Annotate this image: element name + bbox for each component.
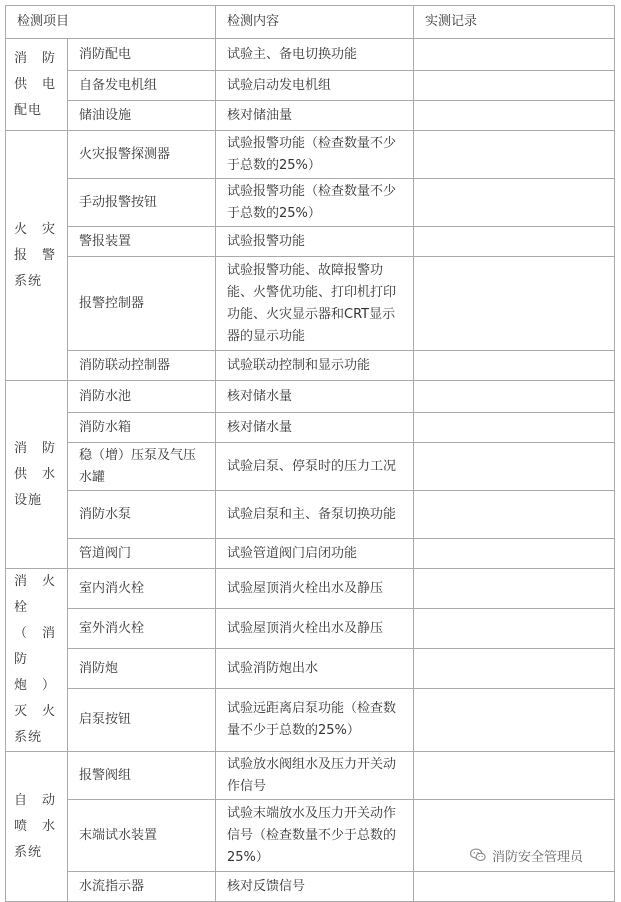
- item-cell: 火灾报警探测器: [68, 131, 216, 179]
- item-cell: 消防联动控制器: [68, 351, 216, 381]
- category-line: 火 灾: [14, 221, 57, 237]
- record-cell: [414, 649, 615, 689]
- content-cell: 试验报警功能: [216, 227, 414, 257]
- content-cell: 试验放水阀组水及压力开关动作信号: [216, 752, 414, 800]
- record-cell: [414, 39, 615, 71]
- table-row: [6, 872, 615, 902]
- wechat-icon: [469, 846, 487, 864]
- content-cell: 试验管道阀门启闭功能: [216, 539, 414, 569]
- record-cell: [414, 872, 615, 902]
- record-cell: [414, 179, 615, 227]
- category-cell: [6, 39, 68, 131]
- record-cell: [414, 227, 615, 257]
- content-cell: 核对反馈信号: [216, 872, 414, 902]
- content-cell: 试验联动控制和显示功能: [216, 351, 414, 381]
- record-cell: [414, 539, 615, 569]
- item-cell: 稳（增）压泵及气压水罐: [68, 443, 216, 491]
- item-cell: 消防水池: [68, 381, 216, 413]
- record-cell: [414, 351, 615, 381]
- content-cell: 试验启泵和主、备泵切换功能: [216, 491, 414, 539]
- table-header-row: [6, 6, 615, 39]
- item-cell: 末端试水装置: [68, 800, 216, 872]
- table-row: [6, 443, 615, 491]
- item-cell: 警报装置: [68, 227, 216, 257]
- table-row: [6, 131, 615, 179]
- category-cell: [6, 569, 68, 752]
- category-line: 供 电: [14, 76, 57, 92]
- category-cell: [6, 752, 68, 902]
- record-cell: [414, 443, 615, 491]
- item-cell: 室内消火栓: [68, 569, 216, 609]
- content-cell: 试验主、备电切换功能: [216, 39, 414, 71]
- item-cell: 手动报警按钮: [68, 179, 216, 227]
- record-cell: [414, 71, 615, 101]
- item-cell: 启泵按钮: [68, 689, 216, 752]
- category-line: 系统: [14, 730, 43, 745]
- content-cell: 试验屋顶消火栓出水及静压: [216, 609, 414, 649]
- header-inspection-content: 检测内容: [216, 6, 414, 39]
- item-cell: 管道阀门: [68, 539, 216, 569]
- content-cell: 试验屋顶消火栓出水及静压: [216, 569, 414, 609]
- content-cell: 试验末端放水及压力开关动作信号（检查数量不少于总数的25%）: [216, 800, 414, 872]
- content-cell: 试验报警功能（检查数量不少于总数的25%）: [216, 131, 414, 179]
- record-cell: [414, 569, 615, 609]
- table-row: [6, 752, 615, 800]
- category-line: 喷 水: [14, 818, 57, 834]
- item-cell: 报警控制器: [68, 257, 216, 351]
- category-line: 灭 火: [14, 704, 57, 719]
- category-cell: [6, 381, 68, 569]
- table-row: [6, 179, 615, 227]
- item-cell: 报警阀组: [68, 752, 216, 800]
- record-cell: [414, 131, 615, 179]
- table-row: [6, 689, 615, 752]
- category-line: 消 火: [14, 574, 57, 589]
- item-cell: 水流指示器: [68, 872, 216, 902]
- table-row: [6, 569, 615, 609]
- category-line: 报 警: [14, 247, 57, 263]
- item-cell: 消防炮: [68, 649, 216, 689]
- category-line: 防: [14, 652, 29, 667]
- header-measured-record: 实测记录: [414, 6, 615, 39]
- record-cell: [414, 413, 615, 443]
- table-row: [6, 39, 615, 71]
- watermark-text: 消防安全管理员: [492, 849, 584, 865]
- category-line: 消 防: [14, 440, 57, 456]
- table-row: [6, 539, 615, 569]
- content-cell: 试验启泵、停泵时的压力工况: [216, 443, 414, 491]
- table-row: [6, 71, 615, 101]
- content-cell: 试验报警功能（检查数量不少于总数的25%）: [216, 179, 414, 227]
- watermark: [469, 843, 583, 867]
- record-cell: [414, 381, 615, 413]
- inspection-table: [5, 5, 615, 902]
- table-row: [6, 491, 615, 539]
- item-cell: 消防水泵: [68, 491, 216, 539]
- table-row: [6, 381, 615, 413]
- table-row: [6, 413, 615, 443]
- category-line: 配电: [14, 102, 43, 118]
- record-cell: [414, 257, 615, 351]
- content-cell: 试验远距离启泵功能（检查数量不少于总数的25%）: [216, 689, 414, 752]
- item-cell: 消防水箱: [68, 413, 216, 443]
- item-cell: 消防配电: [68, 39, 216, 71]
- category-line: （ 消: [14, 626, 57, 641]
- category-line: 设施: [14, 492, 43, 508]
- table-row: [6, 351, 615, 381]
- category-line: 消 防: [14, 50, 57, 66]
- table-row: [6, 257, 615, 351]
- item-cell: 自备发电机组: [68, 71, 216, 101]
- category-line: 供 水: [14, 466, 57, 482]
- record-cell: [414, 609, 615, 649]
- category-line: 系统: [14, 844, 43, 860]
- content-cell: 核对储水量: [216, 381, 414, 413]
- content-cell: 试验启动发电机组: [216, 71, 414, 101]
- content-cell: 核对储水量: [216, 413, 414, 443]
- category-line: 栓: [14, 600, 29, 615]
- content-cell: 核对储油量: [216, 101, 414, 131]
- table-row: [6, 101, 615, 131]
- item-cell: 室外消火栓: [68, 609, 216, 649]
- table-row: [6, 609, 615, 649]
- record-cell: [414, 491, 615, 539]
- table-row: [6, 227, 615, 257]
- record-cell: [414, 101, 615, 131]
- category-cell: [6, 131, 68, 381]
- category-line: 系统: [14, 273, 43, 289]
- content-cell: 试验消防炮出水: [216, 649, 414, 689]
- category-line: 炮 ）: [14, 678, 57, 693]
- content-cell: 试验报警功能、故障报警功能、火警优功能、打印机打印功能、火灾显示器和CRT显示器的显示功能: [216, 257, 414, 351]
- header-inspection-item: 检测项目: [6, 6, 216, 39]
- table-row: [6, 649, 615, 689]
- item-cell: 储油设施: [68, 101, 216, 131]
- record-cell: [414, 689, 615, 752]
- category-line: 自 动: [14, 792, 57, 808]
- record-cell: [414, 752, 615, 800]
- table-body: [6, 39, 615, 902]
